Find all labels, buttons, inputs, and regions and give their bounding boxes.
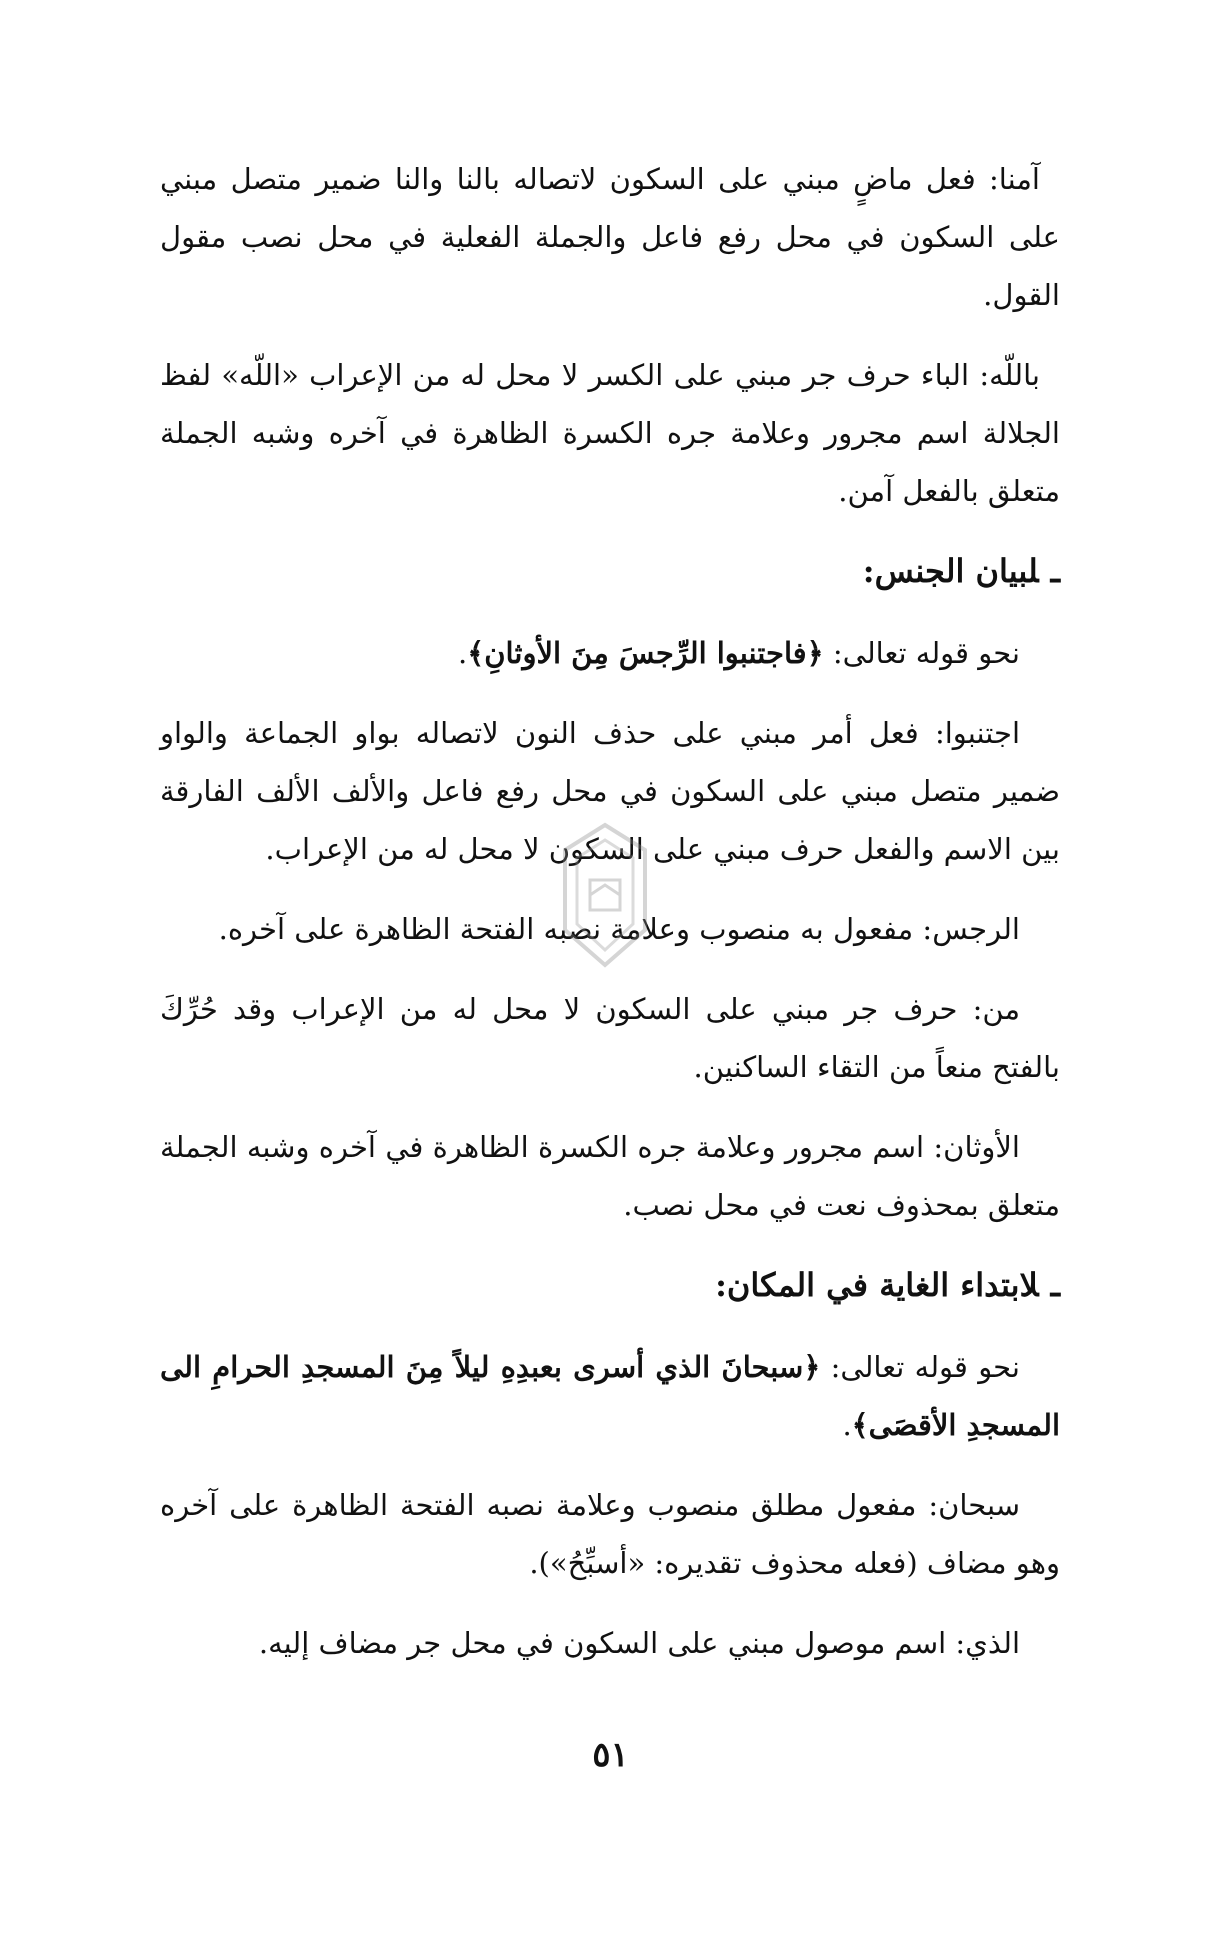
paragraph-amanna: آمنا: فعل ماضٍ مبني على السكون لاتصاله بالنا والنا ضمير متصل مبني على السكون في محل رفع فاعل والجملة الفعلية في محل نصب مقول القول. [160, 162, 1060, 312]
paragraph-subhan: سبحان: مفعول مطلق منصوب وعلامة نصبه الفتحة الظاهرة على آخره وهو مضاف (فعله محذوف تقديره: «أسبِّحُ»). [160, 1488, 1060, 1580]
heading-dash: ـ [1050, 1266, 1060, 1304]
quran-verse: ﴿سبحانَ الذي أسرى بعبدِهِ ليلاً مِنَ المسجدِ الحرامِ الى المسجدِ الأقصَى﴾ [160, 1350, 1060, 1442]
heading-dash: ـ [1050, 552, 1060, 590]
quran-verse: ﴿فاجتنبوا الرِّجسَ مِنَ الأوثانِ﴾ [467, 636, 824, 670]
section-heading-ghaya [160, 1256, 1060, 1314]
example-prefix: نحو قوله تعالى: [820, 1350, 1020, 1384]
example-suffix: . [842, 1408, 852, 1442]
example-suffix: . [458, 636, 468, 670]
section-heading-jins [160, 542, 1060, 600]
paragraph-rijs: الرجس: مفعول به منصوب وعلامة نصبه الفتحة الظاهرة على آخره. [218, 912, 1020, 946]
paragraph-billah: باللّه: الباء حرف جر مبني على الكسر لا محل له من الإعراب «اللّه» لفظ الجلالة اسم مجرور وعلامة جره الكسرة الظاهرة في آخره وشبه الجملة متعلق بالفعل آمن. [160, 358, 1060, 508]
paragraph-min: من: حرف جر مبني على السكون لا محل له من الإعراب وقد حُرِّكَ بالفتح منعاً من التقاء الساكنين. [160, 992, 1060, 1084]
paragraph-awthan: الأوثان: اسم مجرور وعلامة جره الكسرة الظاهرة في آخره وشبه الجملة متعلق بمحذوف نعت في محل نصب. [160, 1130, 1060, 1222]
example-ghaya [160, 1338, 1060, 1454]
heading-text: لبيان الجنس: [862, 552, 1039, 590]
paragraph-alladhi: الذي: اسم موصول مبني على السكون في محل جر مضاف إليه. [258, 1626, 1020, 1660]
paragraph-ijtanibu: اجتنبوا: فعل أمر مبني على حذف النون لاتصاله بواو الجماعة والواو ضمير متصل مبني على السكون في محل رفع فاعل والألف الألف الفارقة بين الاسم والفعل حرف مبني على السكون لا محل له من الإعراب. [160, 716, 1060, 866]
page-number: ٥١ [592, 1735, 629, 1775]
heading-text: لابتداء الغاية في المكان: [715, 1266, 1039, 1304]
watermark-logo [545, 820, 665, 970]
example-prefix: نحو قوله تعالى: [823, 636, 1020, 670]
example-jins [160, 624, 1060, 682]
